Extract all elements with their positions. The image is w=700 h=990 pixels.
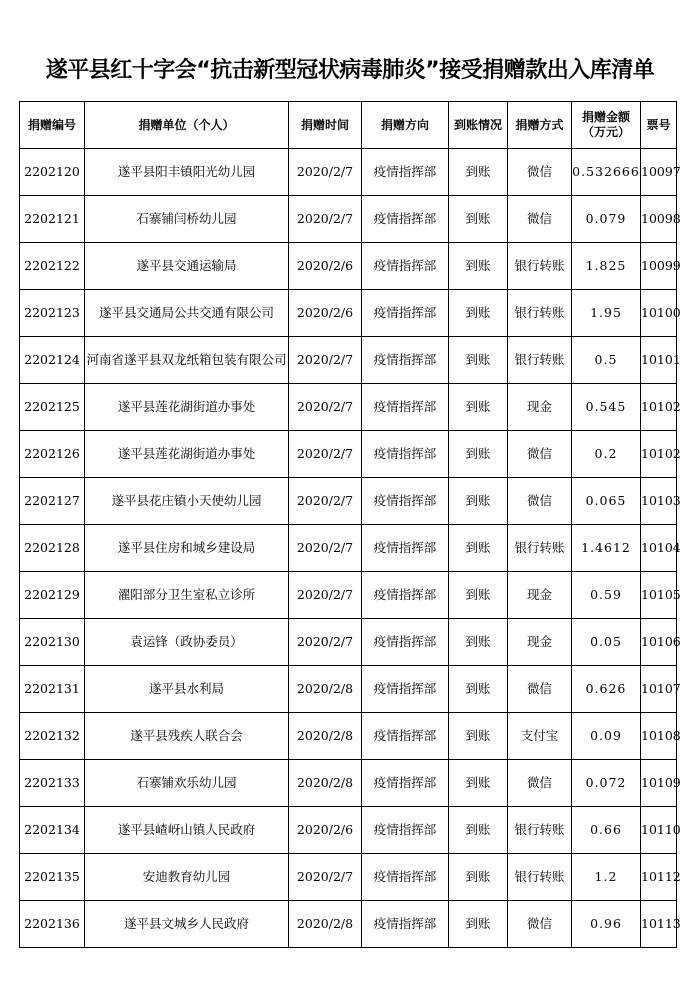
- cell-direction: 疫情指挥部: [362, 525, 449, 572]
- cell-id: 2202120: [20, 149, 85, 196]
- cell-amount: 0.626: [572, 666, 641, 713]
- cell-donor: 遂平县住房和城乡建设局: [85, 525, 289, 572]
- cell-method: 微信: [508, 431, 572, 478]
- cell-direction: 疫情指挥部: [362, 337, 449, 384]
- cell-status: 到账: [449, 572, 508, 619]
- header-date: 捐赠时间: [289, 102, 362, 149]
- header-ticket: 票号: [641, 102, 677, 149]
- cell-id: 2202128: [20, 525, 85, 572]
- cell-id: 2202135: [20, 854, 85, 901]
- cell-direction: 疫情指挥部: [362, 807, 449, 854]
- cell-method: 微信: [508, 901, 572, 948]
- cell-id: 2202124: [20, 337, 85, 384]
- cell-donor: 遂平县残疾人联合会: [85, 713, 289, 760]
- cell-donor: 袁运锋（政协委员）: [85, 619, 289, 666]
- cell-date: 2020/2/7: [289, 854, 362, 901]
- cell-date: 2020/2/7: [289, 619, 362, 666]
- cell-ticket: 10110: [641, 807, 677, 854]
- page-title: 遂平县红十字会“抗击新型冠状病毒肺炎”接受捐赠款出入库清单: [45, 58, 655, 83]
- cell-donor: 遂平县花庄镇小天使幼儿园: [85, 478, 289, 525]
- header-amount: [572, 102, 641, 149]
- cell-amount: 0.05: [572, 619, 641, 666]
- cell-amount: 0.5: [572, 337, 641, 384]
- cell-donor: 遂平县交通运输局: [85, 243, 289, 290]
- cell-ticket: 10103: [641, 478, 677, 525]
- cell-donor: 石寨铺欢乐幼儿园: [85, 760, 289, 807]
- table-row: [20, 713, 677, 760]
- cell-method: 银行转账: [508, 525, 572, 572]
- cell-status: 到账: [449, 713, 508, 760]
- cell-direction: 疫情指挥部: [362, 243, 449, 290]
- cell-id: 2202136: [20, 901, 85, 948]
- cell-date: 2020/2/8: [289, 901, 362, 948]
- cell-method: 支付宝: [508, 713, 572, 760]
- donation-table: [19, 101, 681, 948]
- table-header-row: [20, 102, 677, 149]
- cell-id: 2202133: [20, 760, 85, 807]
- cell-date: 2020/2/8: [289, 713, 362, 760]
- cell-direction: 疫情指挥部: [362, 431, 449, 478]
- cell-direction: 疫情指挥部: [362, 290, 449, 337]
- cell-method: 银行转账: [508, 807, 572, 854]
- cell-date: 2020/2/7: [289, 384, 362, 431]
- header-status: 到账情况: [449, 102, 508, 149]
- cell-amount: 0.532666: [572, 149, 641, 196]
- cell-donor: 遂平县莲花湖街道办事处: [85, 431, 289, 478]
- cell-ticket: 10109: [641, 760, 677, 807]
- cell-donor: 石寨铺闫桥幼儿园: [85, 196, 289, 243]
- cell-amount: 0.59: [572, 572, 641, 619]
- cell-amount: 0.072: [572, 760, 641, 807]
- table-row: [20, 901, 677, 948]
- cell-status: 到账: [449, 337, 508, 384]
- cell-date: 2020/2/7: [289, 478, 362, 525]
- cell-status: 到账: [449, 431, 508, 478]
- table-row: [20, 572, 677, 619]
- cell-direction: 疫情指挥部: [362, 149, 449, 196]
- cell-donor: 遂平县阳丰镇阳光幼儿园: [85, 149, 289, 196]
- cell-status: 到账: [449, 619, 508, 666]
- cell-direction: 疫情指挥部: [362, 619, 449, 666]
- cell-ticket: 10112: [641, 854, 677, 901]
- cell-date: 2020/2/7: [289, 572, 362, 619]
- cell-ticket: 10107: [641, 666, 677, 713]
- cell-amount: 1.95: [572, 290, 641, 337]
- cell-amount: 0.96: [572, 901, 641, 948]
- cell-amount: 0.065: [572, 478, 641, 525]
- cell-method: 现金: [508, 572, 572, 619]
- cell-status: 到账: [449, 290, 508, 337]
- cell-ticket: 10105: [641, 572, 677, 619]
- cell-status: 到账: [449, 384, 508, 431]
- cell-donor: 遂平县交通局公共交通有限公司: [85, 290, 289, 337]
- cell-ticket: 10099: [641, 243, 677, 290]
- cell-donor: 遂平县文城乡人民政府: [85, 901, 289, 948]
- cell-method: 银行转账: [508, 243, 572, 290]
- table-row: [20, 243, 677, 290]
- cell-direction: 疫情指挥部: [362, 572, 449, 619]
- cell-amount: 0.079: [572, 196, 641, 243]
- cell-date: 2020/2/8: [289, 760, 362, 807]
- cell-id: 2202129: [20, 572, 85, 619]
- cell-id: 2202134: [20, 807, 85, 854]
- header-donor: 捐赠单位（个人）: [85, 102, 289, 149]
- cell-ticket: 10104: [641, 525, 677, 572]
- cell-direction: 疫情指挥部: [362, 196, 449, 243]
- cell-status: 到账: [449, 901, 508, 948]
- cell-method: 微信: [508, 666, 572, 713]
- table-row: [20, 149, 677, 196]
- cell-method: 微信: [508, 478, 572, 525]
- table-row: [20, 666, 677, 713]
- cell-amount: 0.2: [572, 431, 641, 478]
- cell-ticket: 10108: [641, 713, 677, 760]
- cell-donor: 遂平县莲花湖街道办事处: [85, 384, 289, 431]
- cell-date: 2020/2/7: [289, 431, 362, 478]
- cell-ticket: 10113: [641, 901, 677, 948]
- cell-status: 到账: [449, 196, 508, 243]
- cell-ticket: 10106: [641, 619, 677, 666]
- cell-ticket: 10101: [641, 337, 677, 384]
- cell-amount: 0.09: [572, 713, 641, 760]
- table-body: [20, 149, 681, 948]
- cell-method: 微信: [508, 196, 572, 243]
- header-method: 捐赠方式: [508, 102, 572, 149]
- cell-amount: 1.4612: [572, 525, 641, 572]
- cell-direction: 疫情指挥部: [362, 854, 449, 901]
- cell-id: 2202131: [20, 666, 85, 713]
- cell-method: 现金: [508, 384, 572, 431]
- cell-donor: 遂平县水利局: [85, 666, 289, 713]
- cell-date: 2020/2/6: [289, 243, 362, 290]
- table-row: [20, 431, 677, 478]
- header-amount-line2: （万元）: [581, 125, 630, 139]
- cell-donor: 安迪教育幼儿园: [85, 854, 289, 901]
- header-direction: 捐赠方向: [362, 102, 449, 149]
- cell-method: 现金: [508, 619, 572, 666]
- cell-direction: 疫情指挥部: [362, 713, 449, 760]
- cell-ticket: 10100: [641, 290, 677, 337]
- cell-method: 银行转账: [508, 337, 572, 384]
- cell-date: 2020/2/6: [289, 807, 362, 854]
- table-row: [20, 854, 677, 901]
- cell-id: 2202126: [20, 431, 85, 478]
- table-row: [20, 384, 677, 431]
- table-row: [20, 478, 677, 525]
- cell-direction: 疫情指挥部: [362, 760, 449, 807]
- cell-status: 到账: [449, 243, 508, 290]
- table-row: [20, 196, 677, 243]
- cell-id: 2202132: [20, 713, 85, 760]
- cell-date: 2020/2/6: [289, 290, 362, 337]
- cell-date: 2020/2/7: [289, 196, 362, 243]
- table-row: [20, 337, 677, 384]
- cell-date: 2020/2/7: [289, 337, 362, 384]
- cell-status: 到账: [449, 149, 508, 196]
- cell-id: 2202121: [20, 196, 85, 243]
- cell-method: 微信: [508, 760, 572, 807]
- cell-ticket: 10102: [641, 384, 677, 431]
- cell-direction: 疫情指挥部: [362, 901, 449, 948]
- cell-status: 到账: [449, 478, 508, 525]
- cell-direction: 疫情指挥部: [362, 384, 449, 431]
- table-row: [20, 525, 677, 572]
- cell-direction: 疫情指挥部: [362, 478, 449, 525]
- cell-status: 到账: [449, 666, 508, 713]
- cell-id: 2202125: [20, 384, 85, 431]
- cell-id: 2202123: [20, 290, 85, 337]
- header-amount-line1: 捐赠金额: [581, 110, 630, 124]
- cell-date: 2020/2/8: [289, 666, 362, 713]
- cell-amount: 0.545: [572, 384, 641, 431]
- table-row: [20, 760, 677, 807]
- cell-status: 到账: [449, 525, 508, 572]
- cell-amount: 0.66: [572, 807, 641, 854]
- cell-amount: 1.2: [572, 854, 641, 901]
- cell-direction: 疫情指挥部: [362, 666, 449, 713]
- header-id: 捐赠编号: [20, 102, 85, 149]
- cell-id: 2202130: [20, 619, 85, 666]
- cell-method: 银行转账: [508, 854, 572, 901]
- table-row: [20, 290, 677, 337]
- cell-amount: 1.825: [572, 243, 641, 290]
- cell-id: 2202127: [20, 478, 85, 525]
- cell-donor: 遂平县嵖岈山镇人民政府: [85, 807, 289, 854]
- cell-id: 2202122: [20, 243, 85, 290]
- cell-status: 到账: [449, 760, 508, 807]
- cell-date: 2020/2/7: [289, 149, 362, 196]
- cell-donor: 河南省遂平县双龙纸箱包装有限公司: [85, 337, 289, 384]
- cell-ticket: 10097: [641, 149, 677, 196]
- cell-ticket: 10098: [641, 196, 677, 243]
- cell-date: 2020/2/7: [289, 525, 362, 572]
- cell-method: 银行转账: [508, 290, 572, 337]
- cell-donor: 濯阳部分卫生室私立诊所: [85, 572, 289, 619]
- cell-status: 到账: [449, 807, 508, 854]
- cell-status: 到账: [449, 854, 508, 901]
- cell-ticket: 10102: [641, 431, 677, 478]
- cell-method: 微信: [508, 149, 572, 196]
- table-row: [20, 807, 677, 854]
- table-row: [20, 619, 677, 666]
